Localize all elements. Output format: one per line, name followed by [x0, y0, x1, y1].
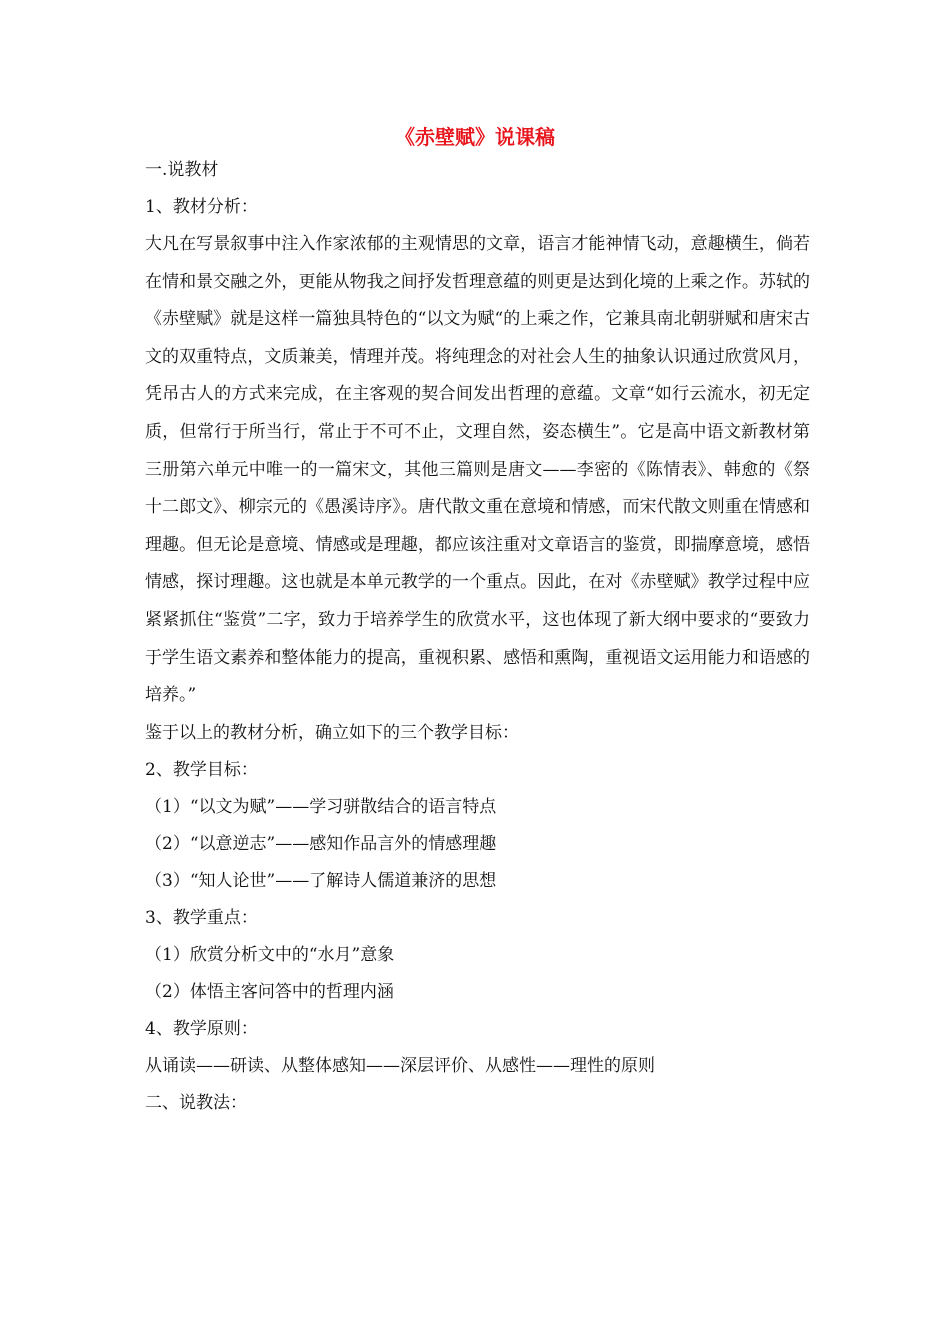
analysis-heading: 1、教材分析：: [145, 197, 258, 217]
analysis-paragraph: 大凡在写景叙事中注入作家浓郁的主观情思的文章，语言才能神情飞动，意趣横生，倘若在情和景交融之外，更能从物我之间抒发哲理意蕴的则更是达到化境的上乘之作。苏轼的《赤壁赋》就是这样一篇独具特色的“以文为赋“的上乘之作，它兼具南北朝骈赋和唐宋古文的双重特点，文质兼美，情理并茂。将纯理念的对社会人生的抽象认识通过欣赏风月，凭吊古人的方式来完成，在主客观的契合间发出哲理的意蕴。文章“如行云流水，初无定质，但常行于所当行，常止于不可不止，文理自然，姿态横生”。它是高中语文新教材第三册第六单元中唯一的一篇宋文，其他三篇则是唐文——李密的《陈情表》、韩愈的《祭十二郎文》、柳宗元的《愚溪诗序》。唐代散文重在意境和情感，而宋代散文则重在情感和理趣。但无论是意境、情感或是理趣，都应该注重对文章语言的鉴赏，即揣摩意境，感悟情感，探讨理趣。这也就是本单元教学的一个重点。因此，在对《赤壁赋》教学过程中应紧紧抓住“鉴赏”二字，致力于培养学生的欣赏水平，这也体现了新大纲中要求的“要致力于学生语文素养和整体能力的提高，重视积累、感悟和熏陶，重视语文运用能力和语感的培养。”: [145, 234, 810, 706]
key-point-item: （2）体悟主客问答中的哲理内涵: [145, 981, 394, 1002]
goal-item: （3）“知人论世”——了解诗人儒道兼济的思想: [145, 870, 497, 891]
transition-text: 鉴于以上的教材分析，确立如下的三个教学目标：: [145, 722, 519, 743]
key-points-heading: 3、教学重点：: [145, 907, 258, 928]
section1-heading: 一.说教材: [145, 160, 219, 180]
document-body: [145, 152, 810, 1122]
document-title: 《赤壁赋》说课稿: [395, 125, 555, 149]
principles-text: 从诵读——研读、从整体感知——深层评价、从感性——理性的原则: [145, 1055, 655, 1076]
goal-item: （1）“以文为赋”——学习骈散结合的语言特点: [145, 796, 497, 817]
goal-item: （2）“以意逆志”——感知作品言外的情感理趣: [145, 833, 497, 854]
section2-heading: 二、说教法：: [145, 1092, 247, 1113]
goals-heading: 2、教学目标：: [145, 759, 258, 780]
key-point-item: （1）欣赏分析文中的“水月”意象: [145, 944, 395, 965]
principles-heading: 4、教学原则：: [145, 1018, 258, 1039]
